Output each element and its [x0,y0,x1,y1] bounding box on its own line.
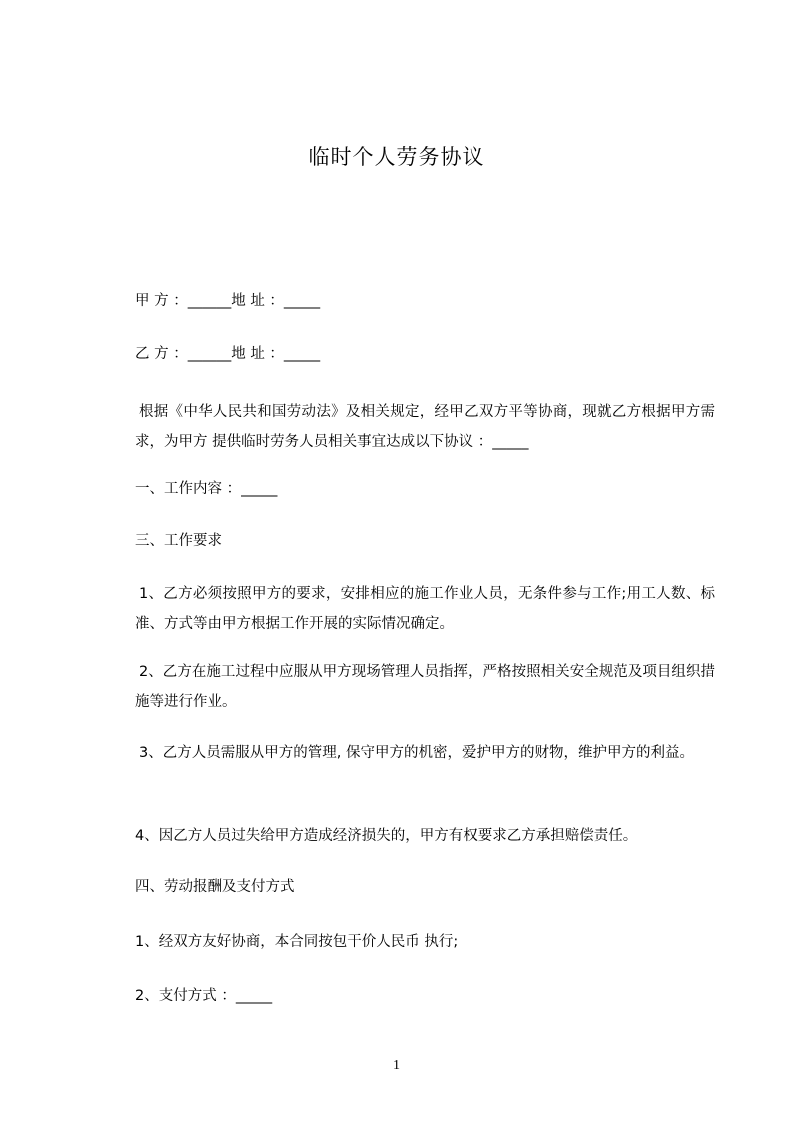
intro-paragraph [135,397,715,457]
requirement-4: 4、因乙方人员过失给甲方造成经济损失的，甲方有权要求乙方承担赔偿责任。 [135,828,638,844]
payment-1: 1、经双方友好协商，本合同按包干价人民币 执行; [135,934,459,950]
section-work-content: 一、工作内容 ：_____ [135,481,278,497]
requirement-1 [135,579,715,639]
document-title: 临时个人劳务协议 [308,145,485,169]
requirement-3 [135,738,715,768]
section-payment: 四、劳动报酬及支付方式 [135,879,295,895]
requirement-3-text: 3、乙方人员需服从甲方的管理, 保守甲方的机密，爱护甲方的财物，维护甲方的利益。 [139,745,694,761]
requirement-2 [135,657,715,717]
payment-2: 2、支付方式 ：_____ [135,988,273,1004]
party-b-line: 乙 方 ：______地 址 ：_____ [135,346,321,362]
section-work-requirements: 三、工作要求 [135,533,222,549]
requirement-2-text: 2、乙方在施工过程中应服从甲方现场管理人员指挥，严格按照相关安全规范及项目组织措施等进行作业。 [135,664,715,710]
party-a-line: 甲 方 ：______地 址 ：_____ [135,293,321,309]
requirement-1-text: 1、乙方必须按照甲方的要求，安排相应的施工作业人员，无条件参与工作;用工人数、标准、方式等由甲方根据工作开展的实际情况确定。 [135,586,715,632]
page-number: 1 [393,1058,400,1073]
intro-text: 根据《中华人民共和国劳动法》及相关规定，经甲乙双方平等协商，现就乙方根据甲方需求，为甲方 提供临时劳务人员相关事宜达成以下协议 ：_____ [135,404,715,450]
